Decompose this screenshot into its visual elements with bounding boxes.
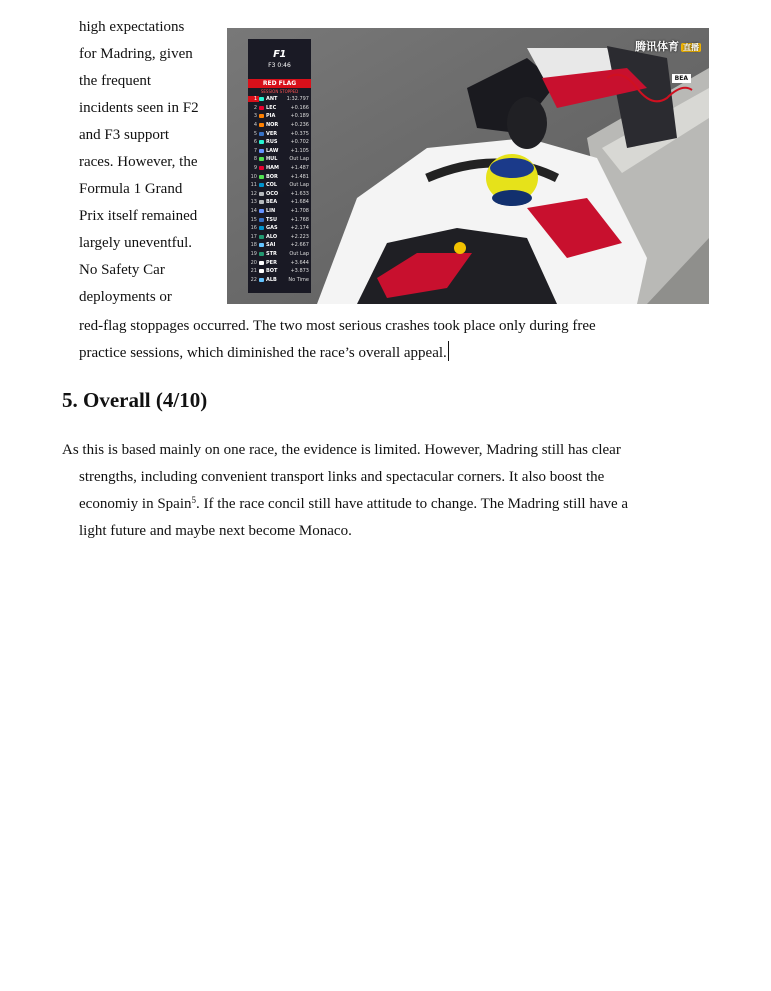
text-line: incidents seen in F2 (79, 100, 199, 116)
gap-time: +0.375 (290, 130, 309, 137)
position: 22 (250, 276, 257, 283)
position: 20 (250, 259, 257, 266)
team-color-icon (259, 269, 264, 273)
position: 5 (253, 130, 257, 137)
gap-time: +1.768 (290, 216, 309, 223)
team-color-icon (259, 157, 264, 161)
driver-code: HUL (266, 156, 278, 163)
text-line: high expectations (79, 19, 185, 35)
team-color-icon (259, 97, 264, 101)
position: 3 (253, 113, 257, 120)
text-line: No Safety Car (79, 262, 165, 278)
team-color-icon (259, 183, 264, 187)
driver-code: LAW (266, 147, 279, 154)
timing-row (248, 233, 311, 242)
driver-code: LIN (266, 208, 276, 215)
text-line: Prix itself remained (79, 208, 198, 224)
team-color-icon (259, 243, 264, 247)
team-color-icon (259, 261, 264, 265)
team-color-icon (259, 166, 264, 170)
timing-row (248, 258, 311, 267)
timing-row (248, 121, 311, 130)
timing-row (248, 155, 311, 164)
text-line: strengths, including convenient transport links and spectacular corners. It also boost the (79, 469, 605, 485)
text-line: Formula 1 Grand (79, 181, 183, 197)
timing-row (248, 104, 311, 113)
gap-time: +1.708 (290, 208, 309, 215)
position: 4 (253, 122, 257, 129)
timing-row (248, 250, 311, 259)
team-color-icon (259, 209, 264, 213)
position: 15 (250, 216, 257, 223)
timing-tower (248, 39, 311, 293)
team-color-icon (259, 149, 264, 153)
timing-row (248, 172, 311, 181)
gap-time: +3.644 (290, 259, 309, 266)
team-color-icon (259, 235, 264, 239)
timing-row (248, 224, 311, 233)
gap-time: +2.667 (290, 242, 309, 249)
timing-row (248, 181, 311, 190)
live-tag: 直播 (683, 43, 699, 52)
gap-time: +1.684 (290, 199, 309, 206)
section-heading: 5. Overall (4/10) (62, 388, 208, 412)
timing-row (248, 138, 311, 147)
gap-time: +1.487 (290, 165, 309, 172)
session-status: SESSION STOPPED (260, 89, 299, 94)
driver-code: NOR (266, 122, 279, 129)
driver-code: BOR (266, 173, 278, 180)
text-line (62, 491, 702, 518)
driver-code: BEA (266, 199, 278, 206)
overall-paragraph (62, 437, 702, 545)
tower-header (248, 39, 311, 79)
team-color-icon (259, 192, 264, 196)
position: 9 (253, 165, 257, 172)
position: 16 (250, 225, 257, 232)
team-color-icon (259, 175, 264, 179)
position: 12 (250, 190, 257, 197)
team-color-icon (259, 106, 264, 110)
team-color-icon (259, 140, 264, 144)
f1-logo: F1 (273, 49, 286, 60)
gap-time: +3.873 (290, 268, 309, 275)
team-color-icon (259, 218, 264, 222)
text-segment: . If the race concil still have attitude to change. The Madring still have a (196, 496, 629, 512)
text-line: for Madring, given (79, 46, 193, 62)
paragraph-continuation (79, 313, 719, 367)
gap-time: +1.481 (290, 173, 309, 180)
position: 1 (248, 96, 259, 102)
team-color-icon (259, 132, 264, 136)
position: 14 (250, 208, 257, 215)
text-line-content: practice sessions, which diminished the race’s overall appeal. (79, 345, 447, 361)
position: 13 (250, 199, 257, 206)
position: 2 (253, 104, 257, 111)
driver-code: ALO (266, 233, 278, 240)
driver-code: LEC (266, 104, 277, 111)
driver-code: OCO (266, 190, 279, 197)
text-line: red-flag stoppages occurred. The two most serious crashes took place only during free (79, 318, 596, 334)
driver-code: PER (266, 259, 277, 266)
lap-timer: F3 0:46 (268, 62, 291, 69)
team-color-icon (259, 200, 264, 204)
watermark-text: 腾讯体育 (635, 40, 679, 53)
gap-time: No Time (288, 276, 309, 283)
text-segment: economiy in Spain (79, 496, 192, 512)
text-cursor (448, 341, 449, 361)
position: 7 (253, 147, 257, 154)
broadcast-watermark (635, 38, 701, 54)
text-line: the frequent (79, 73, 152, 89)
gap-time: +0.236 (290, 122, 309, 129)
gap-time: +0.189 (290, 113, 309, 120)
timing-row (248, 164, 311, 173)
paragraph-wrapped-text (79, 14, 224, 311)
gap-time: +0.702 (290, 139, 309, 146)
gap-time: 1:32.797 (286, 96, 309, 103)
driver-code: RUS (266, 139, 278, 146)
text-line-last (79, 340, 719, 367)
driver-code: ALB (266, 276, 277, 283)
driver-code: TSU (266, 216, 278, 223)
team-color-icon (259, 123, 264, 127)
car-label: BEA (672, 74, 691, 83)
driver-code: PIA (266, 113, 276, 120)
gap-time: +1.105 (290, 147, 309, 154)
driver-code: BOT (266, 268, 278, 275)
position: 6 (253, 139, 257, 146)
gap-time: +2.223 (290, 233, 309, 240)
gap-time: +0.166 (290, 104, 309, 111)
team-color-icon (259, 278, 264, 282)
timing-row (248, 275, 311, 284)
team-color-icon (259, 226, 264, 230)
driver-code: HAM (266, 165, 280, 172)
timing-row (248, 241, 311, 250)
timing-row (248, 112, 311, 121)
timing-row (248, 215, 311, 224)
driver-code: ANT (266, 96, 278, 103)
text-line: largely uneventful. (79, 235, 193, 251)
timing-row (248, 129, 311, 138)
race-photo (227, 28, 709, 304)
gap-time: Out Lap (289, 156, 309, 163)
position: 10 (250, 173, 257, 180)
timing-row (248, 207, 311, 216)
footnote-ref[interactable]: 5 (191, 495, 196, 505)
driver-code: STR (266, 250, 277, 257)
gap-time: Out Lap (289, 250, 309, 257)
timing-row (248, 267, 311, 276)
timing-rows (248, 95, 311, 284)
text-line: and F3 support (79, 127, 169, 143)
driver-code: VER (266, 130, 278, 137)
gap-time: +1.633 (290, 190, 309, 197)
gap-time: Out Lap (289, 182, 309, 189)
position: 18 (250, 242, 257, 249)
text-line: light future and maybe next become Monaco. (79, 523, 352, 539)
position: 21 (250, 268, 257, 275)
gap-time: +2.174 (290, 225, 309, 232)
team-color-icon (259, 114, 264, 118)
driver-code: COL (266, 182, 278, 189)
timing-row (248, 198, 311, 207)
position: 19 (250, 250, 257, 257)
text-line: As this is based mainly on one race, the evidence is limited. However, Madring still has clear (62, 442, 621, 458)
red-flag-banner: RED FLAG (248, 79, 311, 88)
team-color-icon (259, 252, 264, 256)
text-line: deployments or (79, 289, 172, 305)
position: 17 (250, 233, 257, 240)
timing-row (248, 190, 311, 199)
position: 8 (253, 156, 257, 163)
driver-code: SAI (266, 242, 276, 249)
driver-code: GAS (266, 225, 278, 232)
timing-row (248, 147, 311, 156)
timing-row (248, 95, 311, 104)
position: 11 (250, 182, 257, 189)
text-line: races. However, the (79, 154, 198, 170)
